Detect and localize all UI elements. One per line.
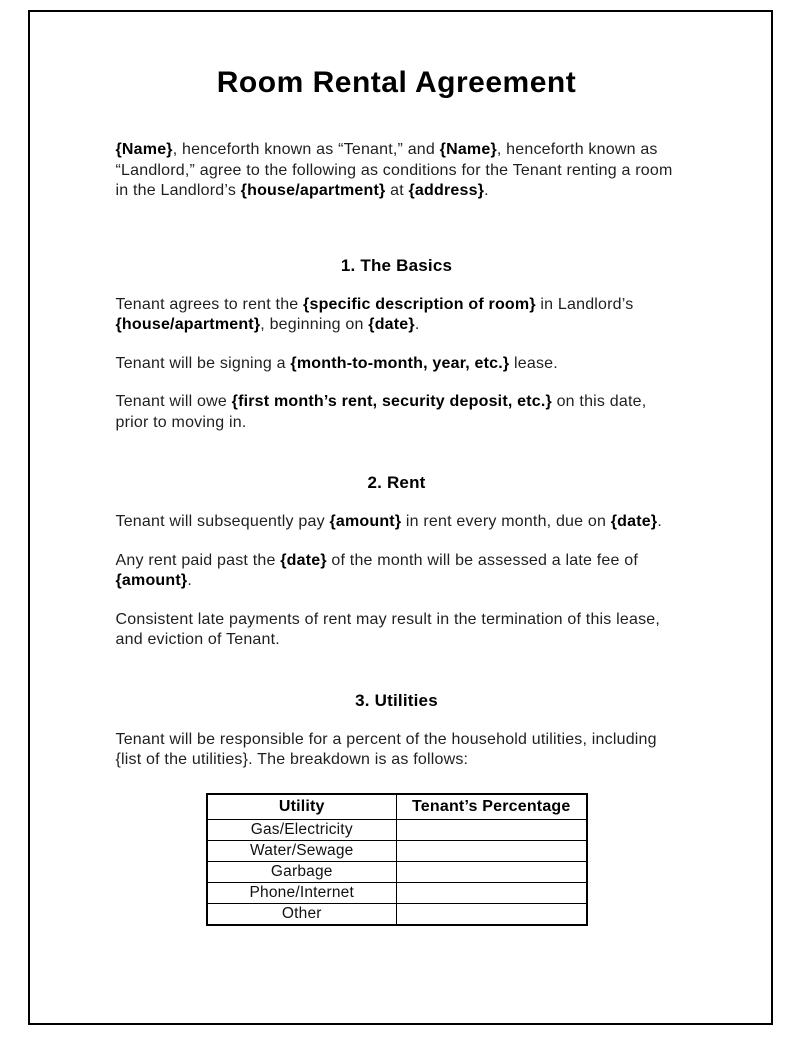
section-heading-basics: 1. The Basics: [340, 255, 453, 275]
section-the-basics: [116, 256, 678, 434]
placeholder-amount: {amount}: [329, 513, 402, 530]
placeholder-date: {date}: [280, 551, 327, 569]
paragraph: [116, 730, 678, 771]
text-run: .: [657, 513, 662, 530]
table-header-row: [207, 794, 587, 820]
section-utilities: [116, 691, 678, 926]
section-heading-utilities: 3. Utilities: [355, 690, 438, 710]
utility-cell: Other: [207, 903, 397, 925]
text-run: Any rent paid past the: [115, 551, 281, 569]
placeholder-address: {address}: [408, 182, 485, 199]
placeholder-landlord-name: {Name}: [439, 141, 497, 158]
text-run: Tenant will be responsible for a percent of the household utilities, including {list of the utilities}. The breakdown is as follows:: [115, 730, 657, 768]
text-run: , beginning on: [260, 316, 369, 333]
placeholder-house-apartment: {house/apartment}: [115, 316, 261, 333]
document-page: [28, 10, 773, 1025]
text-run: Consistent late payments of rent may result in the termination of this lease, and eviction of Tenant.: [115, 610, 661, 648]
section-rent: [116, 473, 678, 651]
text-run: on this date, prior to moving in.: [115, 393, 647, 431]
document-title: Room Rental Agreement: [216, 66, 577, 99]
table-row: [207, 819, 587, 840]
utilities-table: [206, 793, 588, 926]
placeholder-lease-term: {month-to-month, year, etc.}: [290, 354, 510, 372]
percentage-cell: [397, 903, 587, 925]
text-run: at: [385, 182, 409, 199]
paragraph: [116, 610, 678, 651]
text-run: .: [187, 572, 192, 589]
paragraph: [116, 295, 678, 336]
percentage-cell: [397, 861, 587, 882]
intro-paragraph: [116, 140, 678, 202]
text-run: Tenant will owe: [115, 393, 232, 410]
utility-column-header: Utility: [207, 794, 397, 820]
text-run: Tenant will subsequently pay: [115, 513, 330, 530]
placeholder-move-in-payments: {first month’s rent, security deposit, etc.}: [231, 393, 552, 410]
utility-cell: Gas/Electricity: [207, 819, 397, 840]
text-run: .: [414, 316, 420, 333]
placeholder-room-description: {specific description of room}: [303, 295, 536, 313]
table-row: [207, 861, 587, 882]
text-run: Tenant agrees to rent the: [115, 295, 304, 313]
text-run: lease.: [509, 354, 558, 372]
percentage-cell: [397, 840, 587, 861]
placeholder-date: {date}: [368, 316, 415, 333]
text-run: Tenant will be signing a: [115, 354, 291, 372]
placeholder-tenant-name: {Name}: [115, 141, 173, 158]
paragraph: [116, 551, 678, 592]
text-run: , henceforth known as “Tenant,” and: [172, 141, 440, 158]
percentage-cell: [397, 882, 587, 903]
paragraph: [116, 354, 678, 375]
percentage-cell: [397, 819, 587, 840]
placeholder-house-apartment: {house/apartment}: [240, 182, 386, 199]
utility-cell: Phone/Internet: [207, 882, 397, 903]
placeholder-amount: {amount}: [115, 572, 188, 589]
paragraph: [116, 512, 678, 533]
percentage-column-header: Tenant’s Percentage: [397, 794, 587, 820]
text-run: .: [484, 182, 489, 199]
table-row: [207, 903, 587, 925]
utility-cell: Water/Sewage: [207, 840, 397, 861]
text-run: , henceforth known as “Landlord,” agree to the following as conditions for the Tenant renting a room in the Landlord’s: [115, 141, 673, 199]
text-run: in rent every month, due on: [401, 513, 611, 530]
paragraph: [116, 392, 678, 433]
table-row: [207, 882, 587, 903]
text-run: of the month will be assessed a late fee of: [326, 551, 638, 569]
utility-cell: Garbage: [207, 861, 397, 882]
table-row: [207, 840, 587, 861]
text-run: in Landlord’s: [535, 295, 634, 313]
section-heading-rent: 2. Rent: [367, 473, 426, 492]
placeholder-date: {date}: [610, 513, 658, 530]
